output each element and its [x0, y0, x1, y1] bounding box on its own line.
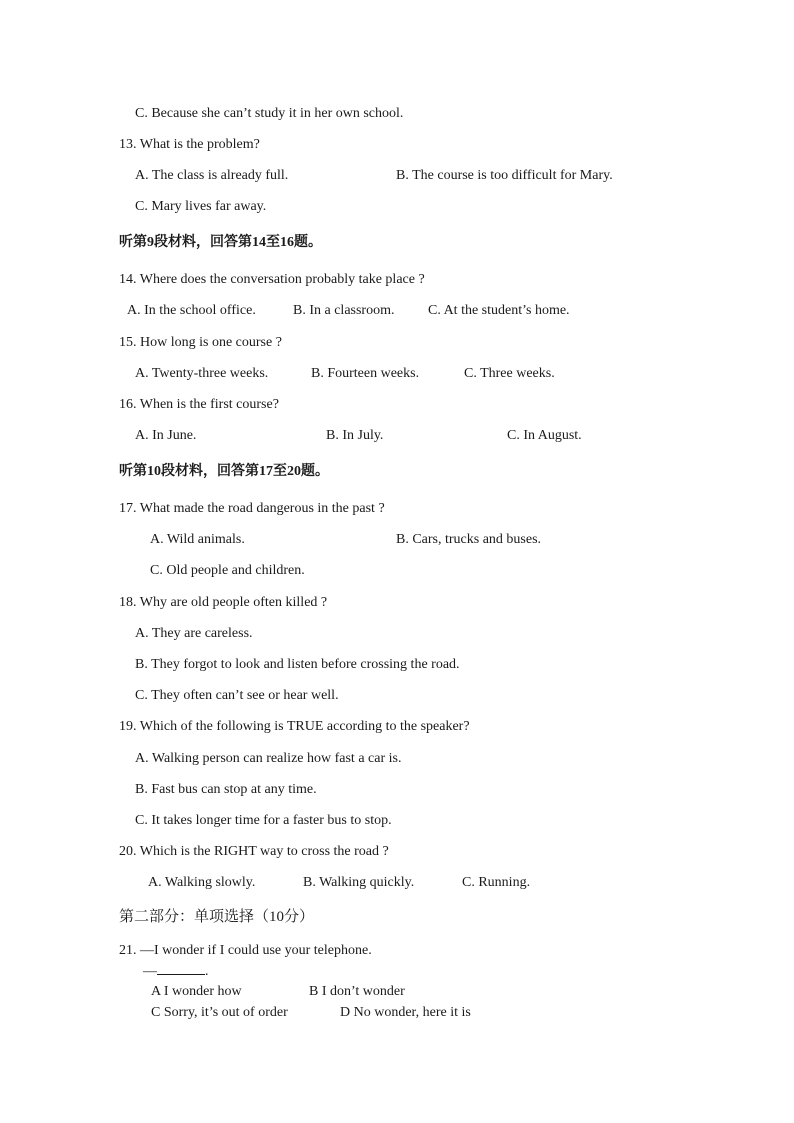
- section-heading-10: 听第10段材料，回答第17至20题。: [119, 464, 329, 479]
- q21-option-d: D No wonder, here it is: [340, 1005, 471, 1020]
- section-heading-9: 听第9段材料，回答第14至16题。: [119, 235, 322, 250]
- q13-option-c: C. Mary lives far away.: [135, 199, 267, 214]
- q21-dash: —: [143, 964, 157, 979]
- q15-option-a: A. Twenty-three weeks.: [135, 366, 269, 381]
- q21-period: .: [205, 964, 209, 979]
- q20-question: 20. Which is the RIGHT way to cross the road ?: [119, 844, 389, 859]
- q21-blank: [157, 962, 205, 975]
- q18-option-a: A. They are careless.: [135, 626, 253, 641]
- q14-option-b: B. In a classroom.: [293, 303, 395, 318]
- q20-options-row: [148, 874, 768, 892]
- q15-option-b: B. Fourteen weeks.: [311, 366, 420, 381]
- q17-option-a: A. Wild animals.: [150, 532, 245, 547]
- part-two-heading: 第二部分：单项选择（10分）: [119, 909, 315, 925]
- q16-option-a: A. In June.: [135, 428, 197, 443]
- q17-option-b: B. Cars, trucks and buses.: [396, 532, 542, 547]
- q14-option-c: C. At the student’s home.: [428, 303, 570, 318]
- q18-option-c: C. They often can’t see or hear well.: [135, 688, 339, 703]
- q21-option-a: A I wonder how: [151, 984, 242, 999]
- q14-question: 14. Where does the conversation probably take place ?: [119, 272, 425, 287]
- q15-options-row: [135, 365, 775, 383]
- q21-option-b: B I don’t wonder: [309, 984, 405, 999]
- q13-question: 13. What is the problem?: [119, 137, 260, 152]
- q19-option-c: C. It takes longer time for a faster bus to stop.: [135, 813, 392, 828]
- q19-option-a: A. Walking person can realize how fast a car is.: [135, 751, 402, 766]
- q20-option-b: B. Walking quickly.: [303, 875, 415, 890]
- q16-options-row: [135, 427, 775, 445]
- q18-question: 18. Why are old people often killed ?: [119, 595, 328, 610]
- q15-question: 15. How long is one course ?: [119, 335, 282, 350]
- q21-options-row-2: [151, 1004, 771, 1022]
- q13-options-row: [135, 167, 775, 185]
- q16-option-b: B. In July.: [326, 428, 384, 443]
- q19-question: 19. Which of the following is TRUE according to the speaker?: [119, 719, 470, 734]
- q20-option-a: A. Walking slowly.: [148, 875, 256, 890]
- q21-options-row-1: [151, 983, 771, 1001]
- q19-option-b: B. Fast bus can stop at any time.: [135, 782, 317, 797]
- q21-option-c: C Sorry, it’s out of order: [151, 1005, 288, 1020]
- q16-question: 16. When is the first course?: [119, 397, 279, 412]
- q12-option-c: C. Because she can’t study it in her own school.: [135, 106, 404, 121]
- q14-option-a: A. In the school office.: [127, 303, 256, 318]
- q17-question: 17. What made the road dangerous in the past ?: [119, 501, 385, 516]
- q13-option-a: A. The class is already full.: [135, 168, 289, 183]
- q17-options-row: [150, 531, 770, 549]
- q18-option-b: B. They forgot to look and listen before crossing the road.: [135, 657, 460, 672]
- q21-question: 21. —I wonder if I could use your telephone.: [119, 943, 372, 958]
- q16-option-c: C. In August.: [507, 428, 582, 443]
- q21-answer-blank-line: [143, 962, 209, 981]
- q13-option-b: B. The course is too difficult for Mary.: [396, 168, 613, 183]
- q15-option-c: C. Three weeks.: [464, 366, 555, 381]
- q20-option-c: C. Running.: [462, 875, 531, 890]
- q14-options-row: [127, 302, 767, 320]
- q17-option-c: C. Old people and children.: [150, 563, 305, 578]
